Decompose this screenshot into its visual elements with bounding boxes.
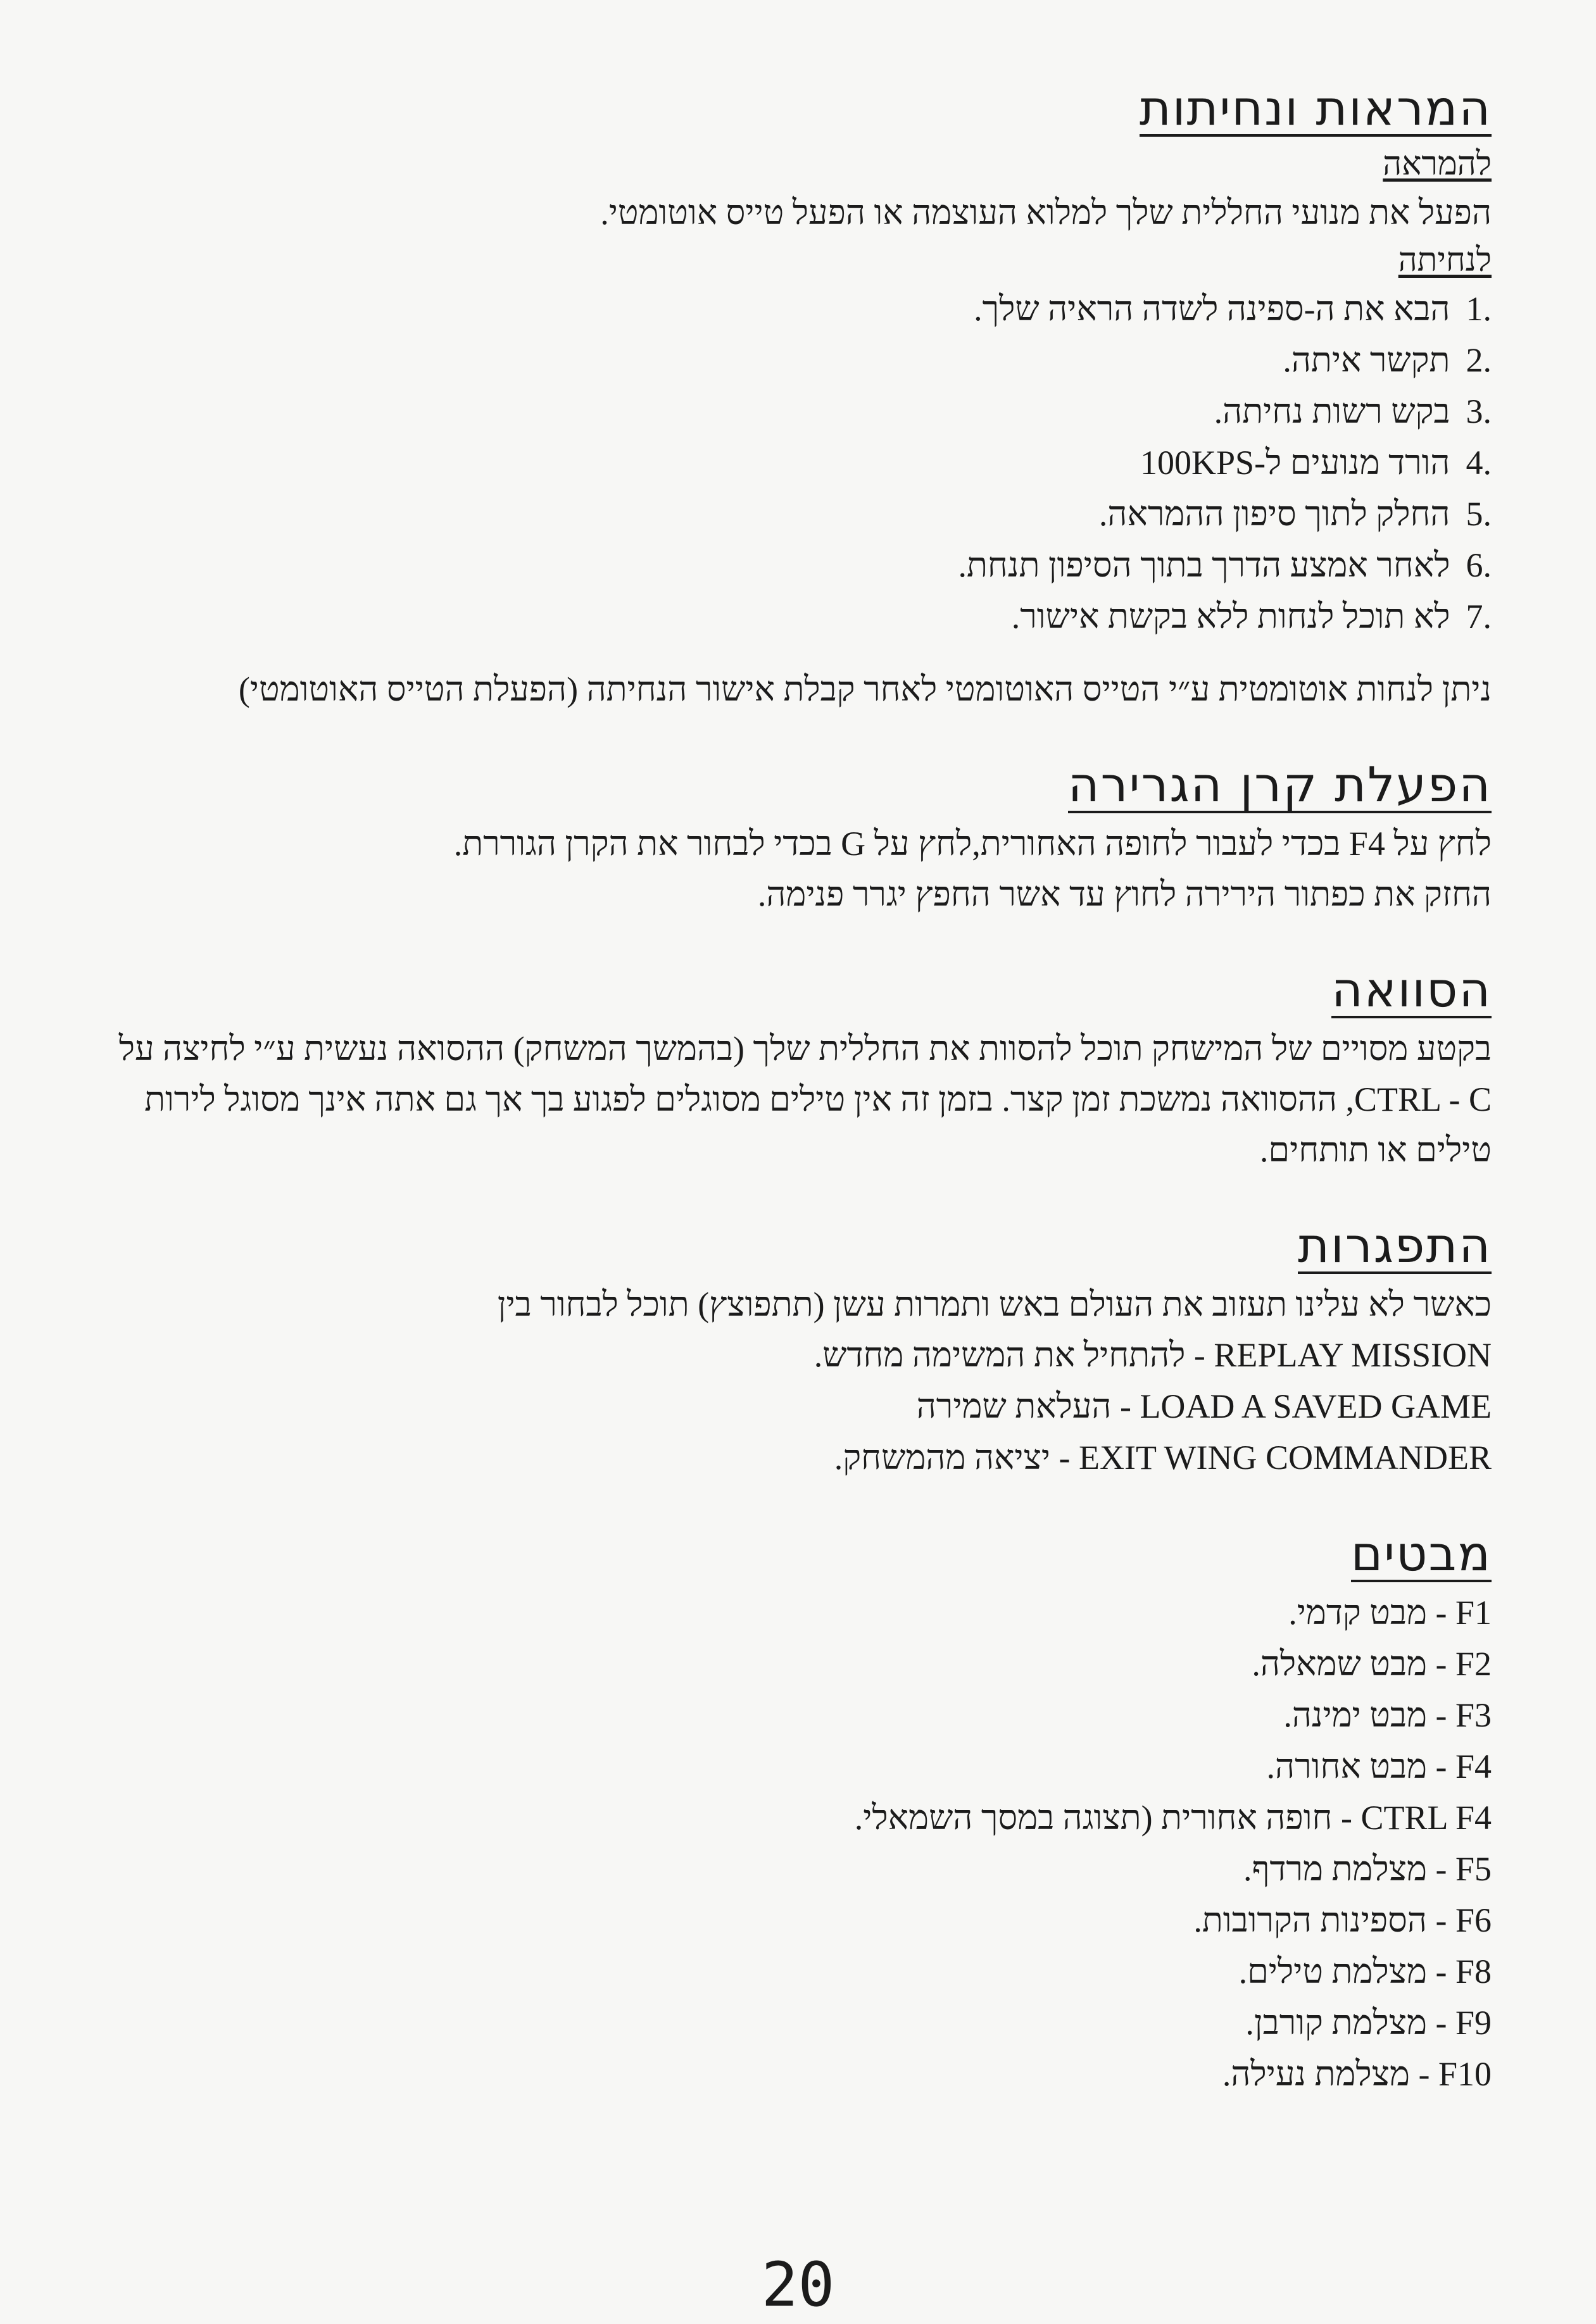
section-cloak	[67, 961, 1492, 1175]
list-item	[67, 1381, 1492, 1432]
list-item	[67, 1587, 1492, 1639]
list-item	[67, 2049, 1492, 2100]
separator: -	[1050, 1439, 1079, 1477]
separator: -	[1426, 1952, 1455, 1991]
option-desc: יציאה מהמשחק.	[834, 1439, 1051, 1477]
view-key: F6	[1455, 1901, 1492, 1940]
section-tractor-beam	[67, 756, 1492, 920]
view-desc: מבט ימינה.	[1283, 1696, 1427, 1735]
step-text: בקש רשות נחיתה.	[1214, 392, 1450, 431]
list-item	[67, 1895, 1492, 1946]
separator: -	[1332, 1799, 1361, 1837]
option-key: EXIT WING COMMANDER	[1079, 1439, 1492, 1477]
view-key: F3	[1455, 1696, 1492, 1735]
step-number: 4.	[1466, 444, 1492, 482]
spacer	[67, 1175, 1492, 1220]
separator: -	[1426, 1901, 1455, 1940]
view-key: F8	[1455, 1952, 1492, 1991]
step-text: תקשר איתה.	[1283, 341, 1450, 380]
view-key: F2	[1455, 1645, 1492, 1684]
section-title-landing: המראות ונחיתות	[1139, 80, 1492, 136]
spacer	[67, 642, 1492, 664]
separator: -	[1426, 1747, 1455, 1786]
option-key: LOAD A SAVED GAME	[1140, 1387, 1492, 1426]
list-item	[67, 489, 1492, 540]
step-text: לאחר אמצע הדרך בתוך הסיפון תנחת.	[958, 546, 1450, 585]
view-desc: מבט שמאלה.	[1252, 1645, 1427, 1684]
tractor-line-1: לחץ על F4 בכדי לעבור לחופה האחורית,לחץ על G בכדי לבחור את הקרן הגוררת.	[453, 825, 1492, 863]
view-desc: מצלמת קורבן.	[1245, 2004, 1427, 2042]
separator: -	[1426, 1696, 1455, 1735]
separator: -	[1409, 2055, 1438, 2094]
view-desc: מצלמת טילים.	[1238, 1952, 1427, 1991]
list-item	[67, 1639, 1492, 1690]
spacer	[67, 1484, 1492, 1528]
view-key: F4	[1455, 1747, 1492, 1786]
step-number: 2.	[1466, 341, 1492, 380]
section-title-cloak: הסוואה	[1331, 961, 1492, 1018]
list-item	[67, 386, 1492, 437]
list-item	[67, 1946, 1492, 1997]
view-desc: מבט אחורה.	[1266, 1747, 1427, 1786]
list-item	[67, 335, 1492, 386]
takeoff-label: להמראה	[1383, 146, 1492, 183]
separator: -	[1426, 2004, 1455, 2042]
view-key: CTRL F4	[1360, 1799, 1492, 1837]
step-text: לא תוכל לנחות ללא בקשת אישור.	[1011, 597, 1450, 636]
section-landing	[67, 82, 1492, 715]
list-item	[67, 1997, 1492, 2049]
list-item	[67, 1792, 1492, 1844]
separator: -	[1111, 1387, 1140, 1426]
step-number: 6.	[1466, 546, 1492, 585]
section-title-eject: התפגרות	[1298, 1217, 1492, 1274]
page-content	[67, 82, 1492, 2100]
tractor-line-2: החזק את כפתור הירירה לחוץ עד אשר החפץ יגרר פנימה.	[757, 875, 1492, 914]
step-text: החלק לתוך סיפון ההמראה.	[1098, 495, 1450, 534]
page-number: 20	[761, 2249, 835, 2320]
section-eject	[67, 1217, 1492, 1484]
separator: -	[1426, 1850, 1455, 1889]
autopilot-note: ניתן לנחות אוטומטית ע״י הטייס האוטומטי לאחר קבלת אישור הנחיתה (הפעלת הטייס האוטומטי)	[238, 670, 1492, 709]
landing-label: לנחיתה	[1398, 242, 1492, 279]
list-item	[67, 540, 1492, 591]
step-number: 3.	[1466, 392, 1492, 431]
separator: -	[1185, 1336, 1214, 1375]
takeoff-text: הפעל את מנועי החללית שלך למלוא העוצמה או הפעל טייס אוטומטי.	[600, 194, 1492, 232]
step-number: 7.	[1466, 597, 1492, 636]
view-key: F1	[1455, 1594, 1492, 1632]
cloak-text: בקטע מסויים של המישחק תוכל להסוות את החללית שלך (בהמשך המשחק) ההסואה נעשית ע״י לחיצה על CTRL - C, ההסוואה נמשכת זמן קצר. בזמן זה אין טילים מסוגלים לפגוע בך אך גם אתה אינך מסוגל לירות טילים או תותחים.	[118, 1030, 1492, 1170]
view-desc: הספינות הקרובות.	[1193, 1901, 1427, 1940]
view-desc: מבט קדמי.	[1288, 1594, 1427, 1632]
eject-intro: כאשר לא עלינו תעזוב את העולם באש ותמרות עשן (תתפוצץ) תוכל לבחור בין	[497, 1285, 1492, 1324]
list-item	[67, 284, 1492, 335]
list-item	[67, 1690, 1492, 1741]
spacer	[67, 715, 1492, 759]
separator: -	[1426, 1594, 1455, 1632]
view-key: F9	[1455, 2004, 1492, 2042]
step-number: 5.	[1466, 495, 1492, 534]
list-item	[67, 1330, 1492, 1381]
section-title-tractor-beam: הפעלת קרן הגרירה	[1067, 756, 1492, 813]
spacer	[67, 920, 1492, 964]
list-item	[67, 1844, 1492, 1895]
view-key: F5	[1455, 1850, 1492, 1889]
view-desc: מצלמת מרדף.	[1243, 1850, 1427, 1889]
list-item	[67, 437, 1492, 489]
landing-steps	[67, 284, 1492, 642]
list-item	[67, 591, 1492, 642]
section-title-views: מבטים	[1350, 1525, 1492, 1582]
view-key: F10	[1438, 2055, 1492, 2094]
step-text: הבא את ה-ספינה לשדה הראיה שלך.	[974, 290, 1450, 328]
step-text: הורד מנועים ל-100KPS	[1140, 444, 1450, 482]
section-views	[67, 1525, 1492, 2100]
view-desc: חופה אחורית (תצוגה במסך השמאלי.	[854, 1799, 1333, 1837]
list-item	[67, 1741, 1492, 1792]
separator: -	[1426, 1645, 1455, 1684]
option-key: REPLAY MISSION	[1214, 1336, 1492, 1375]
option-desc: להתחיל את המשימה מחדש.	[814, 1336, 1186, 1375]
option-desc: העלאת שמירה	[916, 1387, 1112, 1426]
list-item	[67, 1432, 1492, 1484]
view-desc: מצלמת נעילה.	[1222, 2055, 1410, 2094]
step-number: 1.	[1466, 290, 1492, 328]
